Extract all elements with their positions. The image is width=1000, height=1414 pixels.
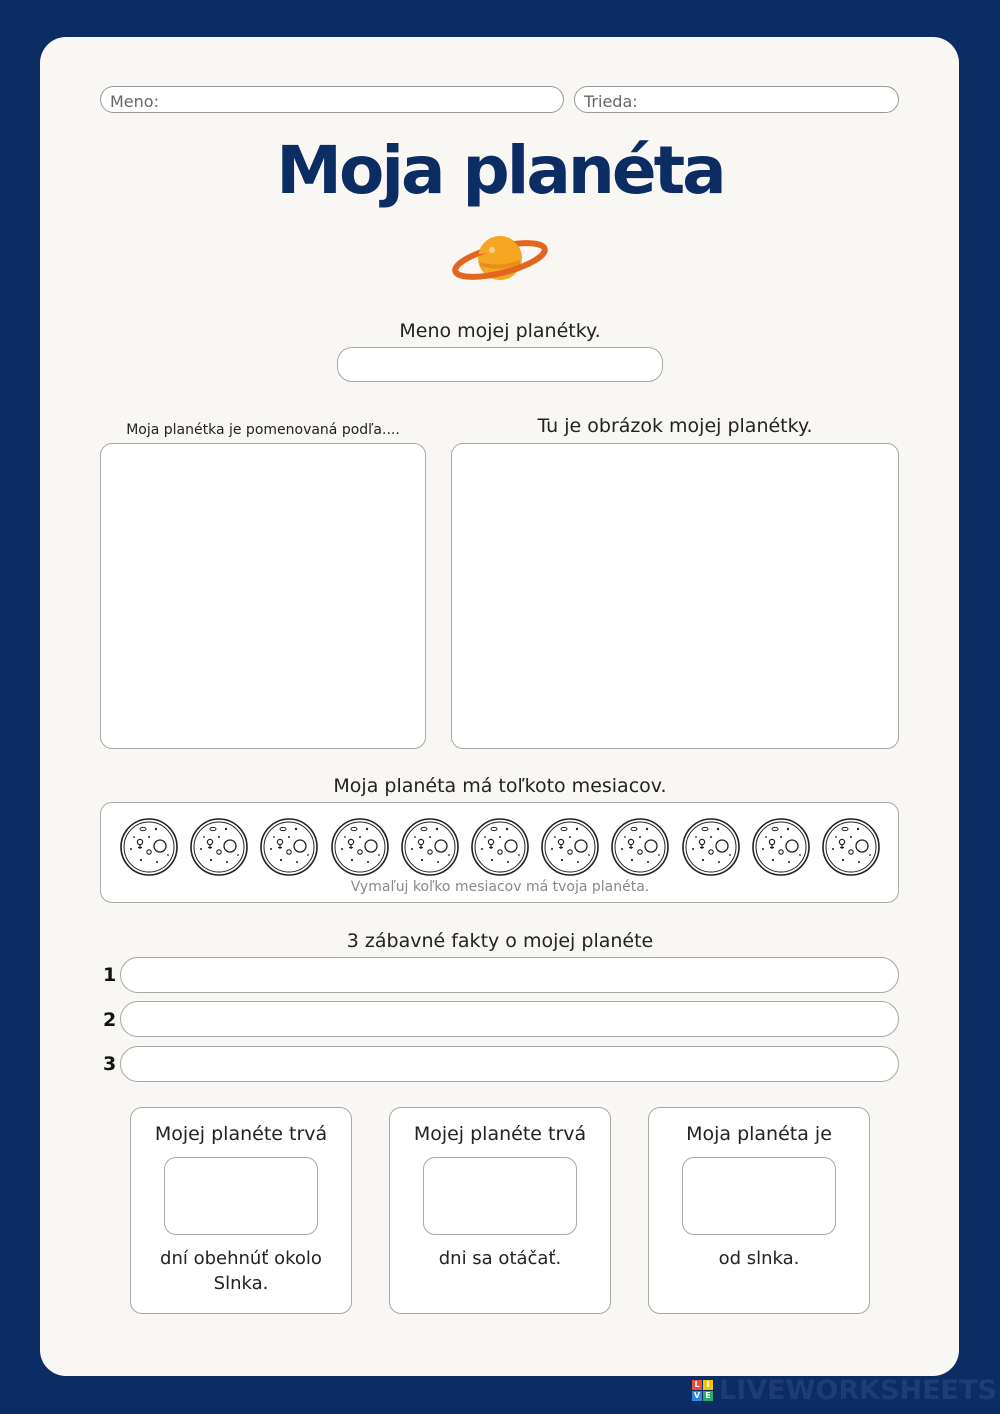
planet-icon xyxy=(452,228,548,288)
fact-input-2[interactable] xyxy=(120,1001,899,1037)
moon-icon[interactable] xyxy=(470,817,530,877)
facts-label: 3 zábavné fakty o mojej planéte xyxy=(346,930,654,952)
fact-input-3[interactable] xyxy=(120,1046,899,1082)
logo-letter: I xyxy=(703,1380,713,1390)
brand-text: LIVEWORKSHEETS xyxy=(719,1374,997,1406)
moon-icon[interactable] xyxy=(681,817,741,877)
moons-label: Moja planéta má toľkoto mesiacov. xyxy=(333,775,667,797)
liveworksheets-logo xyxy=(692,1380,713,1401)
orbit-card-title: Mojej planéte trvá xyxy=(154,1123,328,1145)
moon-icon[interactable] xyxy=(119,817,179,877)
class-field-label: Trieda: xyxy=(584,92,638,111)
distance-input[interactable] xyxy=(682,1157,836,1235)
moon-icon[interactable] xyxy=(751,817,811,877)
planet-name-input[interactable] xyxy=(337,347,663,382)
orbit-card-footer: dní obehnúť okolo Slnka. xyxy=(160,1248,322,1294)
rotation-days-input[interactable] xyxy=(423,1157,577,1235)
rotation-card-footer: dni sa otáčať. xyxy=(438,1248,562,1269)
distance-card-title: Moja planéta je xyxy=(686,1123,832,1145)
fact-number-2: 2 xyxy=(103,1009,117,1031)
fact-input-1[interactable] xyxy=(120,957,899,993)
class-field[interactable] xyxy=(574,86,899,113)
rotation-card-title: Mojej planéte trvá xyxy=(413,1123,587,1145)
moon-icon[interactable] xyxy=(610,817,670,877)
moon-icon[interactable] xyxy=(400,817,460,877)
fact-number-1: 1 xyxy=(103,964,117,986)
picture-box[interactable] xyxy=(451,443,899,749)
liveworksheets-brand xyxy=(692,1374,997,1406)
moon-icon[interactable] xyxy=(540,817,600,877)
page-title: Moja planéta xyxy=(276,132,724,209)
orbit-days-input[interactable] xyxy=(164,1157,318,1235)
orbit-card xyxy=(130,1107,352,1314)
moon-icon[interactable] xyxy=(330,817,390,877)
distance-card-footer: od slnka. xyxy=(718,1248,800,1269)
name-field[interactable] xyxy=(100,86,564,113)
moon-icon[interactable] xyxy=(259,817,319,877)
logo-letter: L xyxy=(692,1380,702,1390)
name-field-label: Meno: xyxy=(110,92,159,111)
planet-name-label: Meno mojej planétky. xyxy=(399,320,601,342)
named-after-box[interactable] xyxy=(100,443,426,749)
moon-icon[interactable] xyxy=(821,817,881,877)
moon-icon[interactable] xyxy=(189,817,249,877)
logo-letter: V xyxy=(693,1390,701,1400)
picture-label: Tu je obrázok mojej planétky. xyxy=(537,415,813,437)
fact-number-3: 3 xyxy=(103,1053,117,1075)
logo-letter: E xyxy=(703,1391,713,1401)
rotation-card xyxy=(389,1107,611,1314)
distance-card xyxy=(648,1107,870,1314)
named-after-label: Moja planétka je pomenovaná podľa.... xyxy=(126,422,400,438)
moons-hint: Vymaľuj koľko mesiacov má tvoja planéta. xyxy=(350,879,650,895)
